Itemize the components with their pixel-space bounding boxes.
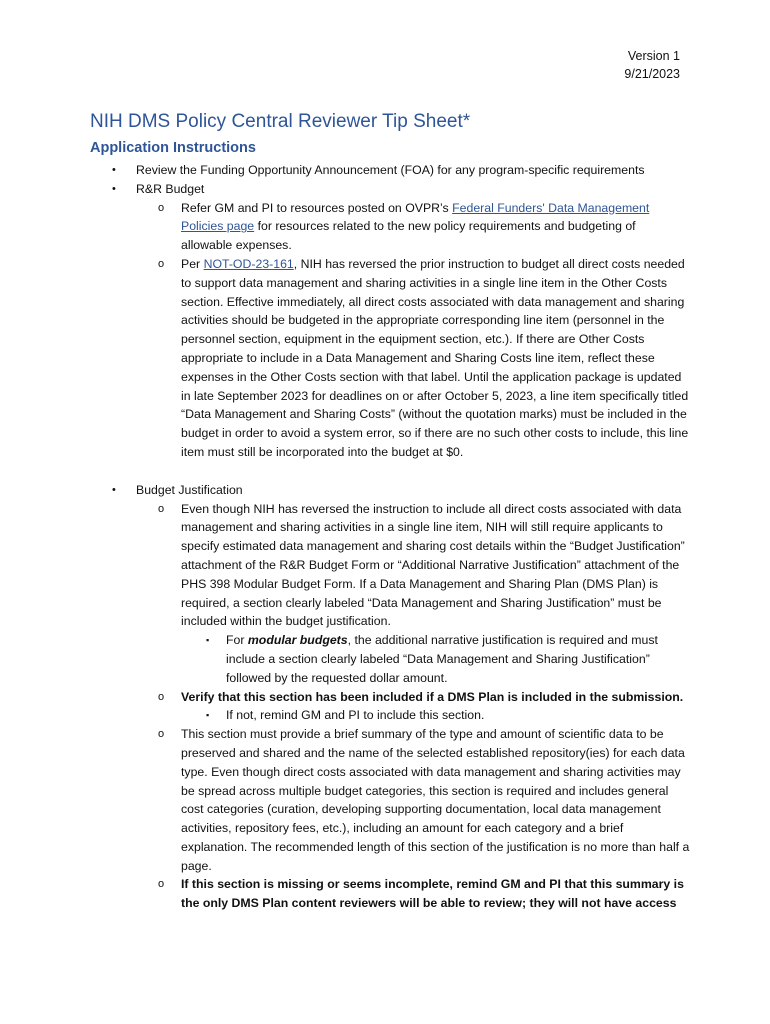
sublist-item (136, 688, 690, 726)
bullet-icon: • (112, 164, 116, 176)
version-header (624, 47, 680, 83)
document-title: NIH DMS Policy Central Reviewer Tip Sheet* (90, 111, 471, 132)
section-heading: Application Instructions (90, 140, 256, 156)
circle-bullet-icon: o (158, 502, 165, 515)
bj-nested-pre: For (226, 633, 248, 648)
document-body (90, 161, 690, 913)
circle-bullet-icon: o (158, 690, 165, 703)
budget-justification-label: Budget Justification (136, 482, 243, 497)
main-list (90, 161, 690, 913)
version-label: Version 1 (627, 49, 680, 63)
bj-sub2-text: Verify that this section has been included if a DMS Plan is included in the submission. (181, 689, 684, 704)
nested-list (181, 706, 690, 725)
rr-sub2-pre: Per (181, 256, 204, 271)
budget-justification-sublist (136, 500, 690, 914)
bj-sub4-text: If this section is missing or seems incomplete, remind GM and PI that this summary is the only DMS Plan content reviewers will be able to review; they will not have access (181, 877, 684, 911)
list-item-budget-justification (90, 481, 690, 913)
nested-list (181, 631, 690, 687)
sublist-item (136, 725, 690, 875)
foa-text: Review the Funding Opportunity Announcement (FOA) for any program-specific requirements (136, 163, 645, 177)
not-od-23-161-link[interactable]: NOT-OD-23-161 (203, 256, 294, 271)
rr-sub2-post: , NIH has reversed the prior instruction to budget all direct costs needed to support data management and sharing activities in a single line item in the Other Costs section. Effective immediately, all direct costs associated with data management and sharing activities should be budgeted in the appropriate corresponding line item (personnel in the personnel section, equipment in the equipment section, etc.). If there are Other Costs appropriate to include in a Data Management and Sharing Costs line item, reflect these expenses in the Other Costs section with that label. Until the application package is updated in late September 2023 for deadlines on or after October 5, 2023, a line item specifically titled “Data Management and Sharing Costs” (without the quotation marks) must be included in the budget in order to avoid a system error, so if there are no such other costs to include, this line item must still be incorporated into the budget at $0. (181, 256, 689, 459)
sublist-item (136, 875, 690, 913)
nested-item (181, 706, 690, 725)
rr-sub1-post: for resources related to the new policy requirements and budgeting of allowable expenses. (181, 219, 636, 253)
spacer (90, 462, 690, 481)
square-bullet-icon: ▪ (206, 635, 210, 646)
list-item-rr-budget (90, 180, 690, 462)
federal-funders-link[interactable]: Federal Funders' Data Management Policies page (181, 200, 650, 234)
circle-bullet-icon: o (158, 878, 165, 891)
modular-budgets-emphasis: modular budgets (247, 633, 348, 648)
bj-sub2-nested-text: If not, remind GM and PI to include this section. (226, 708, 485, 723)
rr-budget-sublist (136, 199, 690, 462)
bj-sub1-text: Even though NIH has reversed the instruction to include all direct costs associated with data management and sharing activities in a single line item, NIH will still require applicants to specify estimated data management and sharing cost details within the “Budget Justification” attachment of the R&R Budget Form or “Additional Narrative Justification” attachment of the PHS 398 Modular Budget Form. If a Data Management and Sharing Plan (DMS Plan) is required, a section clearly labeled “Data Management and Sharing Justification” must be included within the budget justification. (181, 501, 685, 629)
circle-bullet-icon: o (158, 201, 165, 214)
version-date: 9/21/2023 (624, 67, 680, 81)
circle-bullet-icon: o (158, 728, 165, 741)
bullet-icon: • (112, 483, 116, 496)
sublist-item (136, 199, 690, 255)
sublist-item (136, 255, 690, 462)
list-item-foa (90, 161, 690, 180)
bullet-icon: • (112, 182, 116, 195)
rr-budget-label: R&R Budget (136, 181, 205, 196)
square-bullet-icon: ▪ (206, 710, 210, 721)
sublist-item (136, 500, 690, 688)
bj-nested-post: , the additional narrative justification is required and must include a section clearly labeled “Data Management and Sharing Justification” followed by the requested dollar amount. (226, 633, 658, 685)
rr-sub1-pre: Refer GM and PI to resources posted on OVPR’s (181, 200, 453, 215)
bj-sub3-text: This section must provide a brief summary of the type and amount of scientific data to be preserved and shared and the name of the selected established repository(ies) for each data type. Even though direct costs associated with data management and sharing activities may be spread across multiple budget categories, this section is required and includes general cost categories (curation, developing supporting documentation, local data management activities, repository fees, etc.), including an amount for each category and a brief explanation. The recommended length of this section of the justification is no more than half a page. (181, 727, 690, 873)
circle-bullet-icon: o (158, 257, 165, 270)
nested-item (181, 631, 690, 687)
